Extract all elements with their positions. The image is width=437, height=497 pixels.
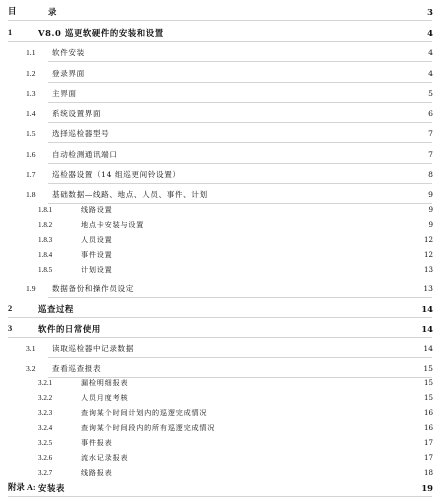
toc-entry-page: 15 [423, 393, 433, 402]
toc-entry-title: 软件安装 [52, 48, 85, 57]
toc-entry-page: 9 [428, 190, 433, 199]
toc-entry-page: 7 [428, 129, 433, 138]
toc-entry-page: 13 [423, 265, 433, 274]
toc-entry-page: 19 [421, 483, 433, 493]
toc-entry[interactable] [0, 282, 437, 296]
toc-entry[interactable] [0, 451, 437, 465]
toc-separator [48, 297, 432, 298]
toc-entry-number: 3.2 [26, 364, 36, 373]
toc-separator [48, 163, 432, 164]
toc-entry-title: 主界面 [52, 89, 77, 98]
toc-entry-title: 查询某个时间计划内的巡逻完成情况 [81, 408, 208, 417]
toc-entry[interactable] [0, 127, 437, 141]
toc-separator [48, 183, 432, 184]
toc-entry-number: 1.5 [26, 129, 36, 138]
toc-separator [48, 102, 432, 103]
toc-entry-number: 1.8.3 [38, 236, 53, 244]
toc-entry-number: 1.6 [26, 150, 36, 159]
toc-entry-page: 15 [423, 378, 433, 387]
toc-entry-number: 3.2.2 [38, 394, 53, 402]
toc-entry-title: 漏检明细报表 [81, 378, 129, 387]
toc-entry-number: 1.8 [26, 190, 36, 199]
toc-entry-page: 17 [423, 453, 433, 462]
toc-entry-title: 基础数据—线路、地点、人员、事件、计划 [52, 190, 208, 199]
toc-entry-number: 目 [8, 7, 17, 16]
toc-entry[interactable] [0, 188, 437, 202]
toc-entry-number: 1.2 [26, 69, 36, 78]
toc-entry[interactable] [0, 322, 437, 336]
toc-entry-page: 18 [423, 468, 433, 477]
toc-entry-page: 16 [423, 423, 433, 432]
toc-entry[interactable] [0, 148, 437, 162]
toc-entry-title: 系统设置界面 [52, 109, 102, 118]
toc-entry-number: 3.1 [26, 344, 36, 353]
toc-entry-title: 事件设置 [81, 250, 113, 259]
toc-entry-number: 1.8.4 [38, 251, 53, 259]
toc-entry-page: 12 [423, 235, 433, 244]
toc-entry[interactable] [0, 168, 437, 182]
toc-entry-page: 17 [423, 438, 433, 447]
toc-entry-page: 12 [423, 250, 433, 259]
toc-entry-title: 查看巡查报表 [52, 364, 102, 373]
toc-entry-title: 读取巡检器中记录数据 [52, 344, 134, 353]
toc-entry-title: 地点卡安装与设置 [81, 220, 145, 229]
toc-separator [48, 61, 432, 62]
toc-entry-title: 安装表 [38, 483, 65, 493]
toc-entry-title: 人员月度考核 [81, 393, 129, 402]
toc-entry-title: 录 [48, 7, 57, 17]
toc-entry-number: 2 [8, 304, 13, 313]
toc-entry[interactable] [0, 376, 437, 390]
toc-entry-number: 附录 A: [8, 483, 36, 492]
toc-entry-number: 1 [8, 28, 13, 37]
toc-entry-page: 7 [428, 150, 433, 159]
toc-entry-page: 16 [423, 408, 433, 417]
toc-entry[interactable] [0, 203, 437, 217]
toc-entry-page: 14 [421, 304, 433, 314]
toc-entry-title: 事件报表 [81, 438, 113, 447]
toc-entry-page: 4 [427, 28, 433, 38]
toc-entry[interactable] [0, 5, 437, 19]
toc-entry-number: 3.2.3 [38, 409, 53, 417]
toc-entry-number: 1.8.5 [38, 266, 53, 274]
toc-entry-number: 1.9 [26, 284, 36, 293]
toc-entry-title: 巡检器设置（14 组巡更间铃设置） [52, 170, 181, 179]
toc-entry-title: 软件的日常使用 [38, 324, 101, 334]
toc-entry-title: 巡查过程 [38, 304, 74, 314]
toc-entry[interactable] [0, 46, 437, 60]
toc-entry-title: 流水记录报表 [81, 453, 129, 462]
toc-separator [8, 317, 432, 318]
toc-entry-title: 登录界面 [52, 69, 85, 78]
toc-entry-page: 5 [428, 89, 433, 98]
toc-separator [8, 41, 432, 42]
toc-entry-title: 查询某个时间段内的所有巡逻完成情况 [81, 423, 216, 432]
toc-entry-page: 9 [428, 205, 433, 214]
toc-entry-number: 3 [8, 324, 13, 333]
toc-entry-number: 1.7 [26, 170, 36, 179]
toc-entry-page: 6 [428, 109, 433, 118]
toc-entry[interactable] [0, 342, 437, 356]
toc-entry-number: 3.2.1 [38, 379, 53, 387]
toc-entry-number: 1.8.2 [38, 221, 53, 229]
toc-separator [48, 357, 432, 358]
toc-entry[interactable] [0, 436, 437, 450]
toc-entry[interactable] [0, 26, 437, 40]
toc-entry[interactable] [0, 263, 437, 277]
toc-separator [48, 142, 432, 143]
toc-entry-title: V8.0 巡更软硬件的安装和设置 [38, 28, 164, 38]
toc-entry[interactable] [0, 67, 437, 81]
toc-entry-page: 4 [428, 69, 433, 78]
toc-entry[interactable] [0, 248, 437, 262]
toc-entry-title: 线路报表 [81, 468, 113, 477]
toc-entry[interactable] [0, 481, 437, 495]
toc-entry-number: 1.1 [26, 48, 36, 57]
toc-entry[interactable] [0, 87, 437, 101]
toc-entry-number: 1.3 [26, 89, 36, 98]
toc-entry-page: 4 [428, 48, 433, 57]
toc-entry-page: 9 [428, 220, 433, 229]
toc-entry[interactable] [0, 421, 437, 435]
toc-entry[interactable] [0, 362, 437, 376]
toc-entry-page: 14 [423, 344, 433, 353]
toc-separator [8, 20, 432, 21]
toc-entry-title: 计划设置 [81, 265, 113, 274]
toc-entry-page: 14 [421, 324, 433, 334]
toc-entry-page: 8 [428, 170, 433, 179]
toc-entry-title: 自动检测通讯端口 [52, 150, 118, 159]
toc-entry-title: 人员设置 [81, 235, 113, 244]
toc-entry-number: 3.2.4 [38, 424, 53, 432]
toc-entry-title: 线路设置 [81, 205, 113, 214]
toc-entry-number: 1.4 [26, 109, 36, 118]
toc-entry[interactable] [0, 466, 437, 480]
toc-entry-number: 3.2.6 [38, 454, 53, 462]
toc-entry[interactable] [0, 391, 437, 405]
toc-entry-title: 数据备份和操作员设定 [52, 284, 134, 293]
toc-entry-number: 1.8.1 [38, 206, 53, 214]
toc-entry-number: 3.2.7 [38, 469, 53, 477]
toc-entry-page: 3 [427, 7, 433, 17]
toc-entry[interactable] [0, 218, 437, 232]
toc-entry-title: 选择巡检器型号 [52, 129, 110, 138]
toc-entry-page: 13 [423, 284, 433, 293]
toc-entry[interactable] [0, 406, 437, 420]
toc-separator [8, 337, 432, 338]
toc-separator [48, 82, 432, 83]
toc-entry[interactable] [0, 233, 437, 247]
toc-entry[interactable] [0, 107, 437, 121]
toc-entry-number: 3.2.5 [38, 439, 53, 447]
toc-entry[interactable] [0, 302, 437, 316]
toc-separator [48, 122, 432, 123]
toc-entry-page: 15 [423, 364, 433, 373]
